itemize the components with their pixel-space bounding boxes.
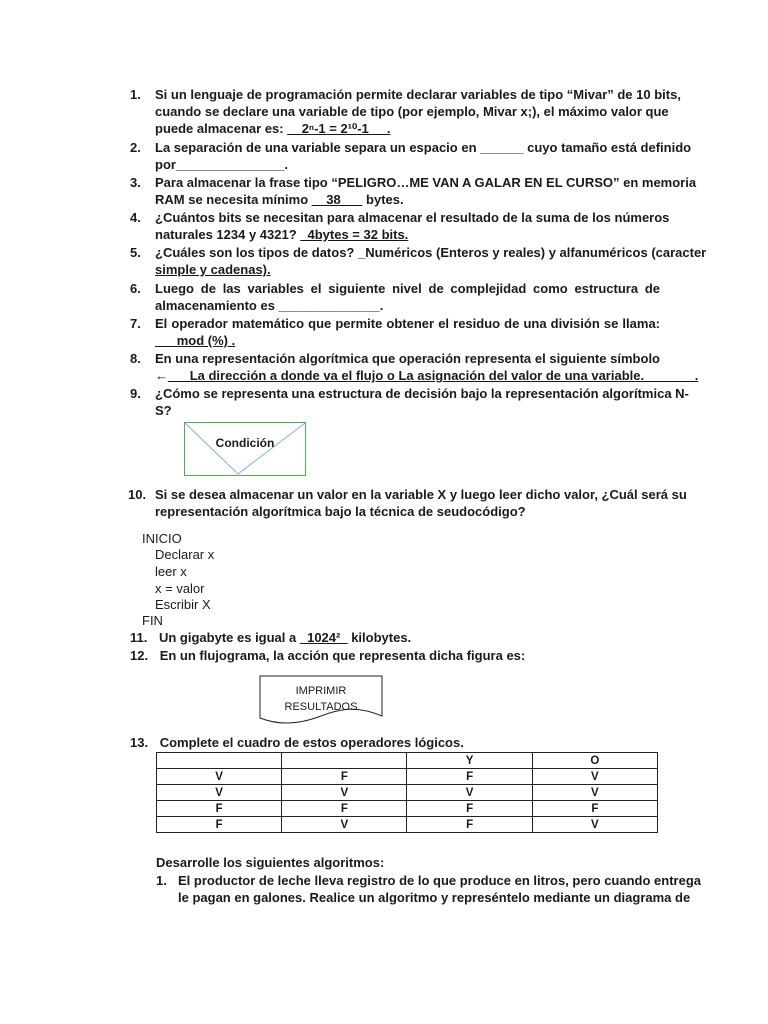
- pseudo-line: Escribir X: [155, 597, 211, 612]
- document-shape-label: IMPRIMIR: [295, 685, 347, 697]
- table-cell: F: [407, 769, 532, 785]
- arrow-symbol: ←: [155, 368, 168, 383]
- question-text: ¿Cuáles son los tipos de datos? _Numéricos (Enteros y reales) y alfanuméricos (caracter: [155, 245, 707, 260]
- question-text: bytes.: [362, 192, 404, 207]
- pseudo-line: FIN: [142, 613, 163, 628]
- table-cell: [282, 753, 407, 769]
- question-text: kilobytes.: [351, 630, 412, 645]
- question-text: En un flujograma, la acción que representa dicha figura es:: [159, 648, 526, 663]
- question-number: 7.: [130, 316, 141, 331]
- question-number: 12.: [130, 648, 149, 663]
- table-cell: F: [157, 801, 282, 817]
- pseudo-line: Declarar x: [155, 547, 215, 562]
- question-12: [130, 647, 525, 664]
- question-text: naturales 1234 y 4321?: [155, 227, 301, 242]
- table-cell: V: [157, 769, 282, 785]
- answer-text: simple y cadenas).: [155, 262, 271, 277]
- question-text: almacenamiento es ______________.: [155, 298, 384, 313]
- question-text: Un gigabyte es igual a: [158, 630, 300, 645]
- question-number: 1.: [156, 873, 167, 888]
- question-number: 1.: [130, 87, 141, 102]
- answer-text: _4bytes = 32 bits.: [300, 227, 409, 242]
- table-row: [157, 817, 658, 833]
- table-cell: [157, 753, 282, 769]
- answer-text: ___mod (%) .: [155, 333, 236, 348]
- answer-text: ___La dirección a donde va el flujo o La asignación del valor de una variable._______.: [168, 368, 699, 383]
- question-text: le pagan en galones. Realice un algoritmo y represéntelo mediante un diagrama de: [178, 890, 691, 905]
- question-text: El operador matemático que permite obtener el residuo de una división se llama:: [155, 316, 660, 331]
- question-text: puede almacenar es:: [155, 121, 288, 136]
- table-cell: V: [532, 817, 657, 833]
- pseudo-line: leer x: [155, 564, 187, 579]
- table-cell: F: [407, 801, 532, 817]
- logic-operators-table: [156, 752, 658, 833]
- question-13: [130, 734, 464, 751]
- question-text: representación algorítmica bajo la técnica de seudocódigo?: [155, 504, 526, 519]
- question-text: S?: [155, 403, 172, 418]
- table-cell: F: [532, 801, 657, 817]
- table-row: [157, 753, 658, 769]
- pseudo-line: x = valor: [155, 581, 205, 596]
- question-text: por_______________.: [155, 157, 289, 172]
- table-cell: F: [407, 817, 532, 833]
- question-text: Si un lenguaje de programación permite declarar variables de tipo “Mivar” de 10 bits,: [155, 87, 681, 102]
- question-number: 9.: [130, 386, 141, 401]
- question-text: Complete el cuadro de estos operadores lógicos.: [159, 735, 464, 750]
- table-cell: V: [532, 785, 657, 801]
- question-text: Si se desea almacenar un valor en la variable X y luego leer dicho valor, ¿Cuál será su: [155, 487, 687, 502]
- ns-condition-label: Condición: [215, 436, 275, 450]
- question-text: RAM se necesita mínimo: [155, 192, 312, 207]
- answer-text: _1024²_: [299, 630, 348, 645]
- table-cell: V: [157, 785, 282, 801]
- question-number: 5.: [130, 245, 141, 260]
- ns-decision-diagram: [184, 422, 306, 476]
- question-text: Luego de las variables el siguiente nivel de complejidad como estructura de: [155, 281, 660, 296]
- question-11: [130, 629, 411, 646]
- question-text: Para almacenar la frase tipo “PELIGRO…ME VAN A GALAR EN EL CURSO” en memoria: [155, 175, 697, 190]
- question-number: 4.: [130, 210, 141, 225]
- table-cell: V: [282, 817, 407, 833]
- table-row: [157, 769, 658, 785]
- flowchart-document-shape: [258, 674, 384, 726]
- table-cell: Y: [407, 753, 532, 769]
- pseudo-line: INICIO: [142, 531, 182, 546]
- table-row: [157, 801, 658, 817]
- question-number: 10.: [128, 487, 147, 502]
- table-cell: O: [532, 753, 657, 769]
- table-cell: F: [282, 769, 407, 785]
- table-cell: V: [282, 785, 407, 801]
- table-cell: V: [532, 769, 657, 785]
- section-title: Desarrolle los siguientes algoritmos:: [156, 855, 385, 870]
- table-cell: F: [282, 801, 407, 817]
- question-number: 11.: [130, 630, 148, 645]
- table-cell: V: [407, 785, 532, 801]
- table-row: [157, 785, 658, 801]
- question-text: La separación de una variable separa un espacio en ______ cuyo tamaño está definido: [155, 140, 692, 155]
- question-text: En una representación algorítmica que operación representa el siguiente símbolo: [155, 351, 660, 366]
- document-shape-label: RESULTADOS: [284, 701, 358, 713]
- question-number: 13.: [130, 735, 149, 750]
- question-text: cuando se declare una variable de tipo (por ejemplo, Mivar x;), el máximo valor que: [155, 104, 669, 119]
- question-text: ¿Cuántos bits se necesitan para almacenar el resultado de la suma de los números: [155, 210, 670, 225]
- answer-text: __38___: [311, 192, 363, 207]
- question-number: 6.: [130, 281, 141, 296]
- question-number: 2.: [130, 140, 141, 155]
- question-text: ¿Cómo se representa una estructura de decisión bajo la representación algorítmica N-: [155, 386, 689, 401]
- answer-text: __2ⁿ-1 = 2¹⁰-1 __.: [287, 121, 391, 136]
- question-number: 8.: [130, 351, 141, 366]
- question-number: 3.: [130, 175, 141, 190]
- question-text: El productor de leche lleva registro de lo que produce en litros, pero cuando entrega: [178, 873, 701, 888]
- table-cell: F: [157, 817, 282, 833]
